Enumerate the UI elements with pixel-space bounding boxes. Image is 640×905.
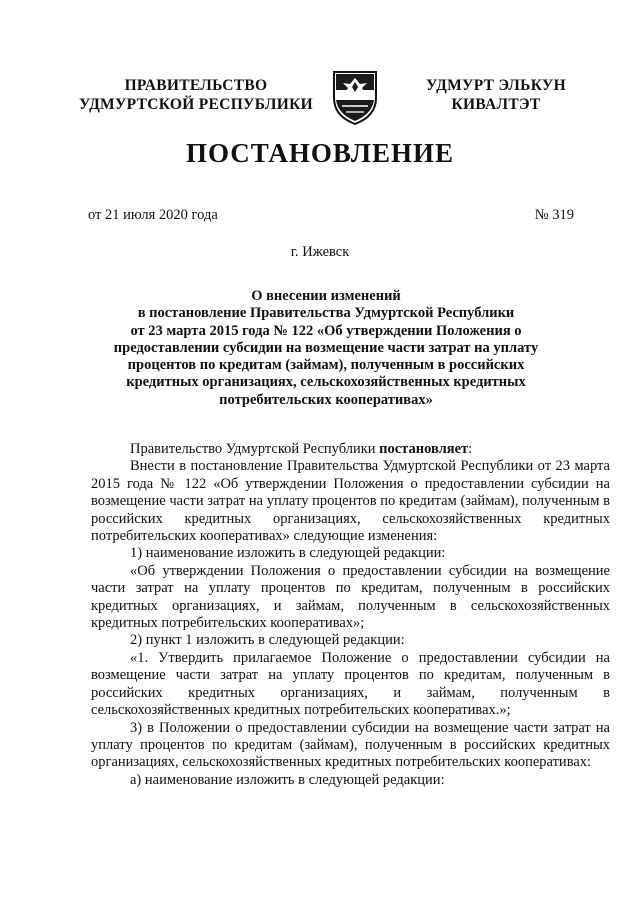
title-line: потребительских кооперативах» [219,391,433,408]
body-paragraph: 2) пункт 1 изложить в следующей редакции: [130,632,405,649]
body-paragraph: «Об утверждении Положения о предоставлении субсидии на возмещение части затрат на уплату процентов по кредитам, полученным в российских кредитных организациях, и займам, полученным в сельскохозяйственных кредитных потребительских кооперативах»; [91,562,610,632]
document-number: № 319 [534,207,574,223]
issuer-udmurt-line-1: УДМУРТ ЭЛЬКУН [426,77,566,94]
title-line: процентов по кредитам (займам), полученным в российских [127,357,525,374]
title-line: О внесении изменений [251,288,401,304]
document-date: от 21 июля 2020 года [88,207,218,223]
body-paragraph: «1. Утвердить прилагаемое Положение о предоставлении субсидии на возмещение части затрат на уплату процентов по кредитам, полученным в российских кредитных организациях, и займам, полученным в сельскохозяйственных кредитных потребительских кооперативах.»; [91,649,610,719]
issuer-name-udmurt [412,76,580,114]
enacting-verb: постановляет [379,441,469,457]
body-paragraph: а) наименование изложить в следующей редакции: [130,771,445,788]
title-line: кредитных организациях, сельскохозяйственных кредитных [126,374,526,391]
body-paragraph: 1) наименование изложить в следующей редакции: [130,545,446,562]
enacting-clause [91,441,610,458]
issuer-udmurt-line-2: КИВАЛТЭТ [451,96,541,113]
enacting-tail: : [468,441,473,457]
issuer-line-2: УДМУРТСКОЙ РЕСПУБЛИКИ [78,96,313,113]
document-header [0,68,640,128]
coat-of-arms-icon [330,68,380,126]
document-body [91,441,610,789]
document-type: ПОСТАНОВЛЕНИЕ [185,138,455,168]
body-paragraph: 3) в Положении о предоставлении субсидии на возмещение части затрат на уплату процентов по кредитам (займам), полученным в российских кредитных организациях, сельскохозяйственных кредитных потребительских кооперативах: [91,719,610,771]
document-title [100,288,552,409]
issuer-name-russian [78,76,314,114]
title-line: предоставлении субсидии на возмещение части затрат на уплату [113,339,539,356]
title-line: от 23 марта 2015 года № 122 «Об утверждении Положения о [130,322,522,339]
title-line: в постановление Правительства Удмуртской Республики [137,305,515,322]
body-paragraph: Внести в постановление Правительства Удмуртской Республики от 23 марта 2015 года № 122 «Об утверждении Положения о предоставлении субсидии на возмещение части затрат на уплату процентов по кредитам (займам), полученным в российских кредитных организациях, сельскохозяйственных кредитных потребительских кооперативах» следующие изменения: [91,458,610,545]
document-city: г. Ижевск [290,244,350,260]
issuer-line-1: ПРАВИТЕЛЬСТВО [124,77,268,94]
enacting-lead: Правительство Удмуртской Республики [130,441,380,457]
